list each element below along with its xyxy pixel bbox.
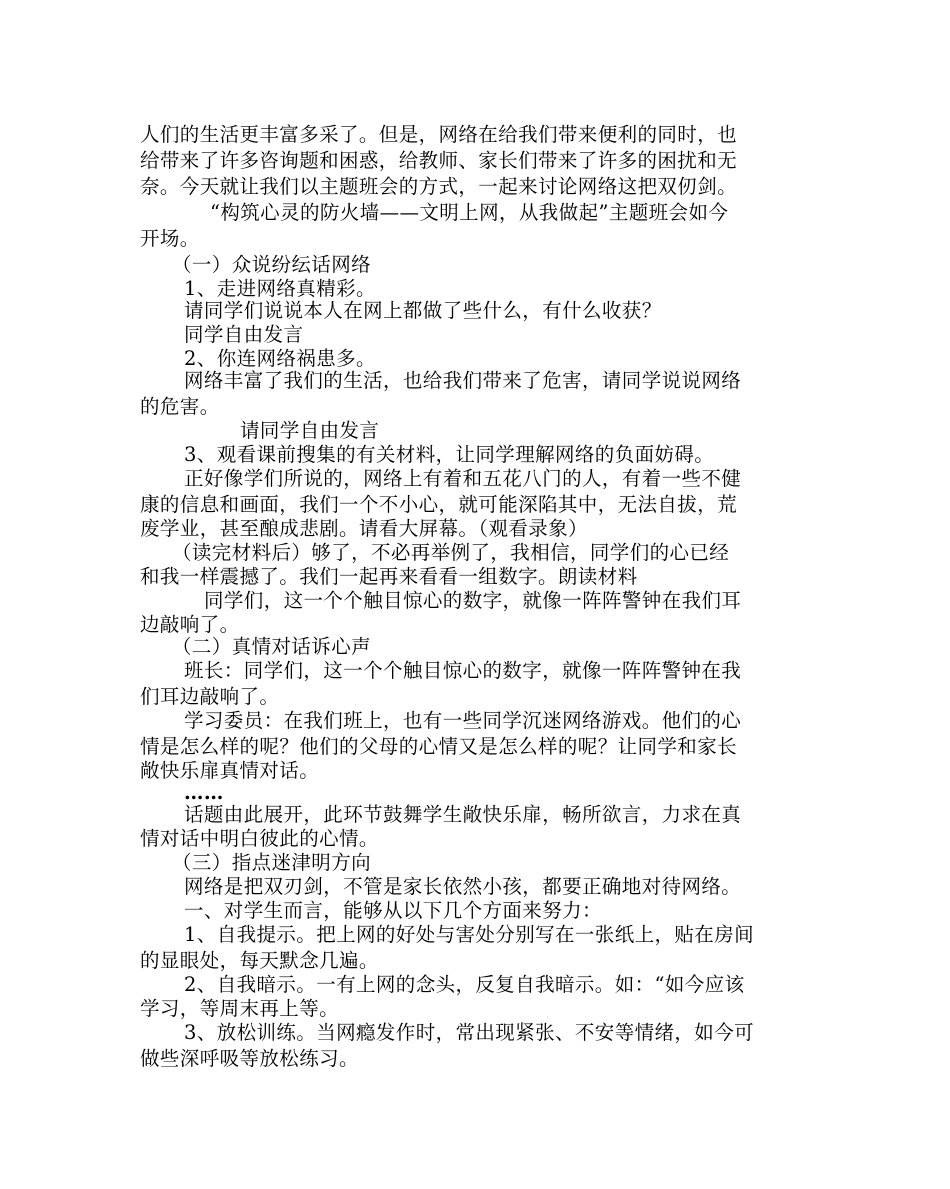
text-line-26: 情是怎么样的呢？他们的父母的心情又是怎么样的呢？让同学和家长 [140, 735, 738, 758]
text-line-10: 2、你连网络祸患多。 [184, 347, 376, 370]
text-line-35: 的显眼处，每天默念几遍。 [140, 949, 379, 972]
section-heading-2: （二）真情对话诉心声 [172, 635, 372, 658]
ellipsis-line: …… [184, 781, 224, 804]
text-line-19: 和我一样震撼了。我们一起再来看看一组数字。朗读材料 [140, 565, 638, 588]
text-line-2: 给带来了许多咨询题和困惑，给教师、家长们带来了许多的困扰和无 [140, 149, 738, 172]
text-line-24: 们耳边敲响了。 [140, 685, 280, 708]
text-line-15: 正好像学们所说的，网络上有着和五花八门的人，有着一些不健 [184, 467, 742, 490]
text-line-9: 同学自由发言 [184, 323, 304, 346]
text-line-13: 请同学自由发言 [240, 419, 380, 442]
text-line-5: 开场。 [140, 227, 200, 250]
text-line-1: 人们的生活更丰富多采了。但是，网络在给我们带来便利的同时，也 [140, 123, 738, 146]
text-line-18: （读完材料后）够了，不必再举例了，我相信，同学们的心已经 [172, 541, 730, 564]
section-heading-3: （三）指点迷津明方向 [172, 851, 372, 874]
text-line-23: 班长：同学们，这一个个触目惊心的数字，就像一阵阵警钟在我 [184, 659, 742, 682]
text-line-39: 做些深呼吸等放松练习。 [140, 1047, 359, 1070]
text-line-30: 情对话中明白彼此的心情。 [140, 827, 379, 850]
text-line-8: 请同学们说说本人在网上都做了些什么，有什么收获？ [184, 299, 662, 322]
text-line-16: 康的信息和画面，我们一个不小心，就可能深陷其中，无法自拔，荒 [140, 493, 738, 516]
text-line-11: 网络丰富了我们的生活，也给我们带来了危害，请同学说说网络 [184, 369, 742, 392]
text-line-29: 话题由此展开，此环节鼓舞学生敞快乐扉，畅所欲言，力求在真 [184, 803, 742, 826]
text-line-37: 学习，等周末再上等。 [140, 997, 340, 1020]
text-line-12: 的危害。 [140, 395, 220, 418]
text-line-25: 学习委员：在我们班上，也有一些同学沉迷网络游戏。他们的心 [184, 709, 742, 732]
text-line-20: 同学们，这一个个触目惊心的数字，就像一阵阵警钟在我们耳 [204, 589, 742, 612]
text-line-7: 1、走进网络真精彩。 [184, 277, 376, 300]
text-line-32: 网络是把双刃剑，不管是家长依然小孩，都要正确地对待网络。 [184, 875, 742, 898]
text-line-38: 3、放松训练。当网瘾发作时，常出现紧张、不安等情绪，如今可 [184, 1021, 755, 1044]
text-line-27: 敞快乐扉真情对话。 [140, 759, 320, 782]
text-line-33: 一、对学生而言，能够从以下几个方面来努力： [184, 899, 602, 922]
text-line-4: “构筑心灵的防火墙——文明上网，从我做起”主题班会如今 [210, 201, 729, 224]
text-line-34: 1、自我提示。把上网的好处与害处分别写在一张纸上，贴在房间 [184, 923, 755, 946]
text-line-14: 3、观看课前搜集的有关材料，让同学理解网络的负面妨碍。 [184, 443, 715, 466]
text-line-36: 2、自我暗示。一有上网的念头，反复自我暗示。如：“如今应该 [184, 973, 745, 996]
section-heading-1: （一）众说纷纭话网络 [172, 253, 372, 276]
text-line-17: 废学业，甚至酿成悲剧。请看大屏幕。（观看录象） [140, 517, 588, 540]
text-line-21: 边敲响了。 [140, 613, 240, 636]
text-line-3: 奈。今天就让我们以主题班会的方式，一起来讨论网络这把双仞剑。 [140, 175, 738, 198]
